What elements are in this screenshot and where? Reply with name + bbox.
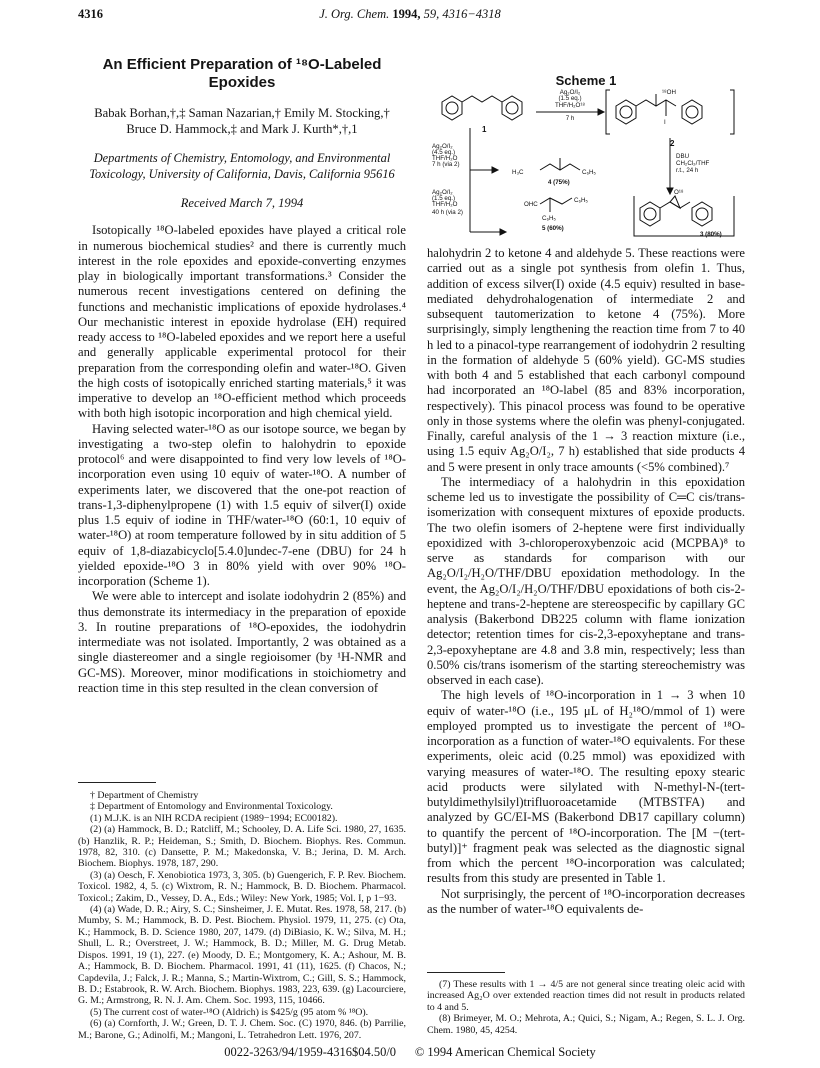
reagent-label: Ag₂O/I₂ — [432, 143, 453, 150]
reagent-label: Ag₂O/I₂ — [432, 189, 453, 196]
footnote: (3) (a) Oesch, F. Xenobiotica 1973, 3, 305. (b) Guengerich, F. P. Rev. Biochem. Toxicol. 1982, 4, 5. (c) Wixtrom, R. N.; Hammock, B. D. Biochem. Pharmacol. Toxicol.; Zakim, D., Vessey, D. A., Eds.; Wiley: New York, 1985; Vol. I, p 1−93. — [78, 869, 406, 904]
body-paragraph: We were able to intercept and isolate iodohydrin 2 (85%) and thus demonstrate its intermediacy in the preparation of epoxide 3. In routine preparations of ¹⁸O-epoxides, the iodohydrin intermediate was not isolated. Importantly, 2 was obtained as a single diastereomer and a single regioisomer (by ¹H-NMR and GC-MS). Moreover, minor modifications in stoichiometry and reaction time in this step resulted in the clean conversion of — [78, 589, 406, 695]
atom-label: C₆H₅ — [582, 169, 596, 176]
reagent-label: (1.5 eq.) — [558, 95, 582, 102]
journal-year: 1994, — [392, 7, 421, 21]
atom-label: OHC — [524, 201, 538, 208]
reagent-label: Ag₂O/I₂ — [559, 89, 581, 96]
atom-label: O¹⁸ — [674, 189, 684, 196]
compound-label: 1 — [482, 125, 487, 134]
page-number: 4316 — [78, 7, 103, 21]
footnote: (6) (a) Cornforth, J. W.; Green, D. T. J. Chem. Soc. (C) 1970, 846. (b) Parrilie, M.; Barone, G.; Adinolfi, M.; Mangoni, L. Tetrahedron Lett. 1976, 207. — [78, 1018, 406, 1041]
footnote: (7) These results with 1 → 4/5 are not general since treating oleic acid with increased Ag₂O over extended reaction times did not result in products related to 4 and 5. — [427, 979, 745, 1013]
copyright: © 1994 American Chemical Society — [414, 1045, 596, 1059]
affiliation: Departments of Chemistry, Entomology, and Environmental Toxicology, University of California, Davis, California 95616 — [89, 151, 395, 181]
body-paragraph: Isotopically ¹⁸O-labeled epoxides have played a critical role in numerous biochemical studies² and there is currently much interest in the role epoxides and epoxide-converting enzymes play in biologically important transformations.³ Consider the numerous recent investigations centered on defining the functions and mechanistic implications of epoxide hydrolases.⁴ Our mechanistic interest in epoxide hydrolase (EH) required ready access to ¹⁸O-labeled epoxides and we report here a useful and generally applicable experimental protocol for their preparation from the corresponding olefin and water-¹⁸O. Given the high costs of isotopically enriched starting materials,⁵ it was imperative to develop an ¹⁸O-efficient method which proceeds with both high isotopic incorporation and high chemical yield. — [78, 223, 406, 421]
reagent-label: 7 h — [565, 115, 575, 122]
reagent-label: (4.5 eq.) — [432, 149, 456, 156]
footnotes-left — [78, 790, 406, 1041]
benzene-ring-icon — [502, 96, 522, 120]
atom-label: ¹⁸OH — [662, 89, 676, 96]
footnote: (4) (a) Wade, D. R.; Airy, S. C.; Sinsheimer, J. E. Mutat. Res. 1978, 58, 217. (b) Mumby, S. M.; Hammock, B. D. Pest. Biochem. Physiol. 1979, 11, 275. (c) Ota, K.; Hammock, B. D. Science 1980, 207, 1479. (d) DiBiasio, K. W.; Silva, M. H.; Shull, L. R.; Overstreet, J. W.; Hammock, B. D.; Miller, M. G. Drug Metab. Dispos. 1991, 19 (1), 227. (e) Moody, D. E.; Montgomery, K. A.; Ashour, M. B. A.; Hammock, B. D. Biochem. Pharmacol. 1991, 41 (11), 1625. (f) Chacos, N.; Capdevila, J.; Falck, J. R.; Manna, S.; Martin-Wixtrom, C.; Gill, S. S.; Hammock, B. D.; Estabrook, R. W. Arch. Biochem. Biophys. 1983, 223, 639. (g) Lacourciere, G. M.; Armstrong, R. N. J. Am. Chem. Soc. 1993, 115, 10466. — [78, 904, 406, 1007]
atom-label: H₃C — [512, 169, 524, 176]
footnote: ‡ Department of Entomology and Environmental Toxicology. — [90, 801, 333, 813]
body-paragraph: Not surprisingly, the percent of ¹⁸O-incorporation decreases as the number of water-¹⁸O equivalents de- — [427, 886, 745, 916]
body-paragraph: halohydrin 2 to ketone 4 and aldehyde 5. These reactions were carried out as a single pot synthesis from olefin 1. Thus, addition of excess silver(I) oxide (4.5 equiv) resulted in base-mediated dehydrohalogenation of intermediate 2 and subsequent tautomerization to ketone 4 (75%). More surprisingly, simply lengthening the reaction time from 7 to 40 h led to a pinacol-type rearrangement of iodohydrin 2 resulting in the formation of aldehyde 5 (60% yield). GC-MS studies with both 4 and 5 established that each carbonyl compound had incorporated an ¹⁸O-label (85 and 83% incorporation, respectively). This pinacol process was found to be operative only in those systems where the olefin was phenyl-conjugated. Finally, careful analysis of the 1 → 3 reaction mixture (i.e., using 1.5 equiv Ag₂O/I₂, 7 h) established that side products 4 and 5 were present in only trace amounts (<5% combined).⁷ — [427, 246, 745, 474]
received-date: Received March 7, 1994 — [180, 196, 304, 210]
footnote: (2) (a) Hammock, B. D.; Ratcliff, M.; Schooley, D. A. Life Sci. 1980, 27, 1635. (b) Hanzlik, R. P.; Heideman, S.; Smith, D. Biochem. Biophys. Res. Commun. 1978, 82, 310. (c) Dansette, P. M.; Makedonska, V. B.; Jerina, D. M. Arch. Biochem. Biophys. 1978, 187, 290. — [78, 824, 406, 870]
body-paragraph: The high levels of ¹⁸O-incorporation in 1 → 3 when 10 equiv of water-¹⁸O (i.e., 195 μL of H₂¹⁸O/mmol of 1) were employed prompted us to investigate the percent of ¹⁸O-incorporation as a function of water-¹⁸O equivalents. For these experiments, oleic acid (0.25 mmol) was epoxidized with varying measures of water-¹⁸O. The resulting epoxy stearic acid products were silylated with N-methyl-N-(tert-butyldimethylsilyl)trifluoroacetamide (MTBSTFA) and analyzed by GC/EI-MS (Bakerbond DB17 capillary column) to quantify the percent of ¹⁸O-incorporation. The [M −(tert-butyl)]⁺ fragment peak was selected as the diagnostic signal from which the percent ¹⁸O-incorporation was calculated; results from this study are presented in Table 1. — [427, 688, 745, 886]
compound-label: 5 (60%) — [542, 225, 564, 232]
compound-label: 2 — [670, 139, 675, 148]
benzene-ring-icon — [640, 202, 660, 226]
reagent-label: 40 h (via 2) — [432, 209, 463, 216]
reaction-scheme — [430, 86, 740, 240]
atom-label: C₆H₅ — [542, 215, 556, 222]
body-paragraph: Having selected water-¹⁸O as our isotope source, we began by investigating a two-step olefin to halohydrin to epoxide protocol⁶ and were disappointed to find very low levels of ¹⁸O-incorporation even using 10 equiv of water-¹⁸O. A number of experiments later, we discovered that the one-pot reaction of trans-1,3-diphenylpropene (1) with 1.5 equiv of silver(I) oxide plus 1.5 equiv of iodine in THF/water-¹⁸O (60:1, 10 equiv of water-¹⁸O) at room temperature followed by in situ addition of 5 equiv of 1,8-diazabicyclo[5.4.0]undec-7-ene (DBU) for 24 h yielded epoxide-¹⁸O 3 in 80% yield with over 90% ¹⁸O-incorporation (Scheme 1). — [78, 421, 406, 588]
right-column — [427, 246, 745, 917]
footnote: (8) Brimeyer, M. O.; Mehrota, A.; Quici, S.; Nigam, A.; Regen, S. L. J. Org. Chem. 1980, 45, 4254. — [427, 1013, 745, 1036]
reagent-label: (1.5 eq.) — [432, 195, 456, 202]
reagent-label: 7 h (via 2) — [432, 161, 460, 168]
page-footer — [78, 1045, 742, 1060]
article-title: An Efficient Preparation of ¹⁸O-Labeled Epoxides — [102, 56, 382, 91]
benzene-ring-icon — [682, 100, 702, 124]
benzene-ring-icon — [442, 96, 462, 120]
reagent-label: THF/H₂O — [432, 201, 458, 208]
author-list: Babak Borhan,†,‡ Saman Nazarian,† Emily M. Stocking,† Bruce D. Hammock,‡ and Mark J. Kurth*,†,1 — [94, 106, 390, 136]
left-column — [78, 56, 406, 696]
compound-label: 3 (80%) — [700, 231, 722, 238]
reagent-label: CH₂Cl₂/THF — [676, 160, 710, 167]
footnote: † Department of Chemistry — [90, 790, 199, 801]
scheme-title: Scheme 1 — [555, 73, 617, 88]
journal-citation — [78, 7, 742, 22]
footnote: (1) M.J.K. is an NIH RCDA recipient (1989−1994; EC00182). — [90, 812, 338, 824]
reagent-label: DBU — [676, 153, 690, 160]
reagent-label: THF/H₂O¹⁸ — [554, 102, 586, 109]
footnote-divider — [427, 972, 505, 973]
reagent-label: r.t., 24 h — [676, 167, 699, 174]
running-header — [78, 7, 742, 23]
benzene-ring-icon — [692, 202, 712, 226]
reagent-label: THF/H₂O — [432, 155, 458, 162]
journal-volume: 59, 4316−4318 — [423, 7, 501, 21]
footnote: (5) The current cost of water-¹⁸O (Aldrich) is $425/g (95 atom % ¹⁸O). — [90, 1006, 369, 1018]
journal-name: J. Org. Chem. — [319, 7, 390, 21]
benzene-ring-icon — [616, 100, 636, 124]
atom-label: C₆H₅ — [574, 197, 588, 204]
compound-label: 4 (75%) — [548, 179, 570, 186]
footnote-divider — [78, 782, 156, 783]
article-code: 0022-3263/94/1959-4316$04.50/0 — [224, 1045, 397, 1059]
body-paragraph: The intermediacy of a halohydrin in this epoxidation scheme led us to investigate the possibility of C═C cis/trans-isomerization with consequent mixtures of epoxide products. The two olefin isomers of 2-heptene were first individually epoxidized with 3-chloroperoxybenzoic acid (MCPBA)⁸ to serve as standards for comparison with our Ag₂O/I₂/H₂O/THF/DBU epoxidation methodology. In the event, the Ag₂O/I₂/H₂O/THF/DBU epoxidations of both cis-2-heptene and trans-2-heptene are stereospecific by capillary GC analysis (Bakerbond DB225 column with flame ionization detector; retention times for cis-2,3-epoxyheptane and trans-2,3-epoxyheptane are 4.8 and 3.8 min, respectively; less than 0.50% cis/trans isomerism of the starting stereochemistry was observed in each case). — [427, 474, 745, 687]
atom-label: I — [664, 119, 666, 126]
footnotes-right — [427, 979, 745, 1036]
